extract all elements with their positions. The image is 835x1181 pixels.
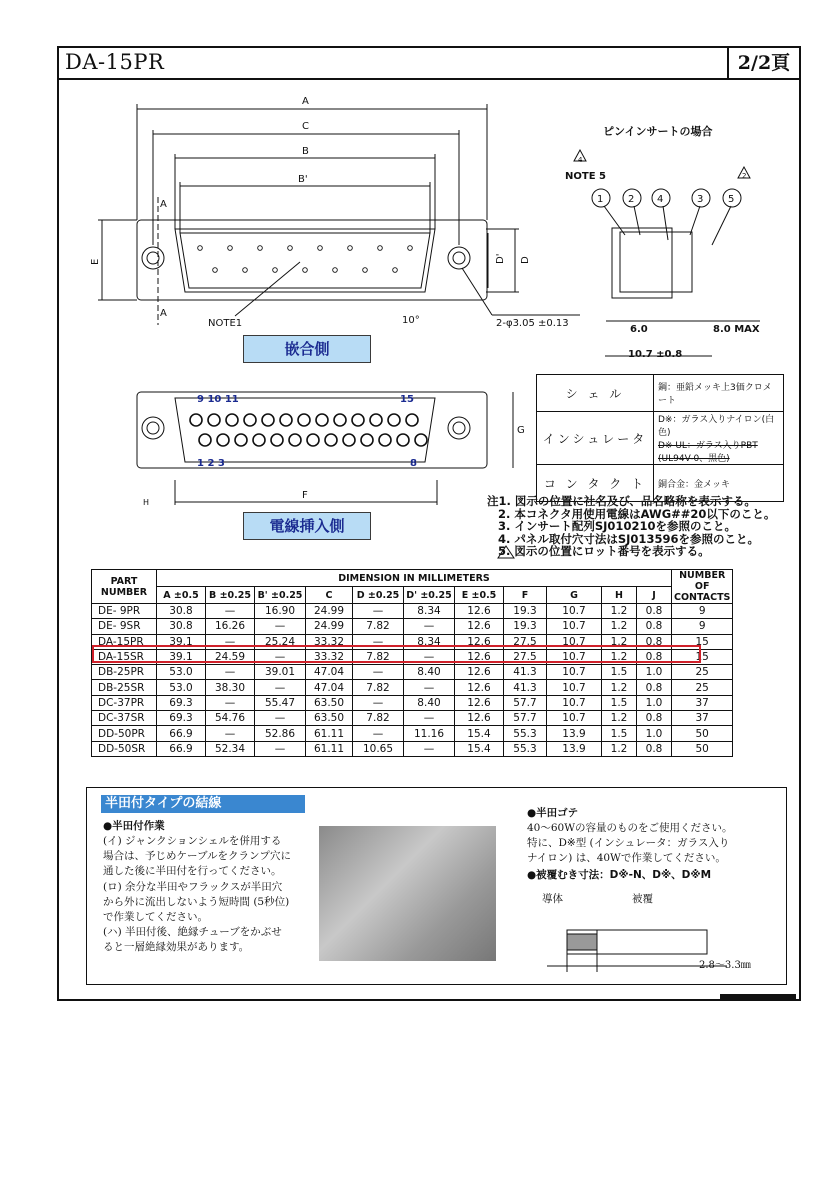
rear-pin — [397, 434, 409, 446]
table-row — [92, 711, 733, 726]
rear-pin — [352, 414, 364, 426]
value-cell: 47.04 — [306, 680, 353, 695]
conductor-label: 導体 — [542, 893, 563, 905]
strip-length: 2.8～3.3㎜ — [699, 960, 751, 971]
rear-pin — [235, 434, 247, 446]
rear-pin — [325, 434, 337, 446]
value-cell: 10.7 — [547, 695, 602, 710]
value-cell: — — [206, 665, 255, 680]
connector-photo — [319, 826, 496, 961]
rear-pin — [271, 434, 283, 446]
value-cell: — — [353, 726, 404, 741]
value-cell: 50 — [672, 726, 733, 741]
insert-dim-107: 10.7 ±0.8 — [628, 349, 683, 360]
value-cell: — — [206, 634, 255, 649]
table-row — [92, 726, 733, 741]
value-cell: 9 — [672, 619, 733, 634]
value-cell: 1.0 — [637, 695, 672, 710]
value-cell: 12.6 — [455, 604, 504, 619]
value-cell: 19.3 — [504, 619, 547, 634]
pin-hole — [198, 246, 203, 251]
value-cell: 19.3 — [504, 604, 547, 619]
table-row — [92, 665, 733, 680]
rear-pin — [217, 434, 229, 446]
value-cell: 50 — [672, 741, 733, 756]
value-cell: 11.16 — [404, 726, 455, 741]
mat-value — [654, 412, 784, 465]
value-cell: 69.3 — [157, 711, 206, 726]
value-cell: 24.99 — [306, 619, 353, 634]
dim-b-prime: B' — [298, 174, 308, 185]
dim-c: C — [302, 121, 309, 132]
mat-value-line: (UL94V-0、黒色) — [658, 454, 730, 464]
value-cell: 12.6 — [455, 634, 504, 649]
value-cell: 24.59 — [206, 649, 255, 664]
rear-pin — [370, 414, 382, 426]
value-cell: — — [353, 604, 404, 619]
pin-array-rear — [190, 414, 427, 446]
rear-pin — [199, 434, 211, 446]
value-cell: 15.4 — [455, 741, 504, 756]
page-number: 2/2頁 — [727, 48, 799, 78]
rear-pin — [244, 414, 256, 426]
value-cell: 1.2 — [602, 604, 637, 619]
rear-pin-label-15: 15 — [400, 394, 414, 405]
rear-pin — [334, 414, 346, 426]
value-cell: 1.5 — [602, 695, 637, 710]
table-row — [92, 741, 733, 756]
insert-body — [612, 228, 672, 298]
col-dim: F — [504, 587, 547, 604]
work-line: から外に流出しないよう短時間 (5秒位) — [103, 895, 290, 908]
table-row — [92, 680, 733, 695]
value-cell: 1.2 — [602, 619, 637, 634]
value-cell: 8.40 — [404, 695, 455, 710]
dim-g: G — [517, 425, 525, 436]
pin-hole — [303, 268, 308, 273]
value-cell: 1.2 — [602, 634, 637, 649]
mat-key: シ ェ ル — [537, 375, 654, 412]
value-cell: — — [404, 619, 455, 634]
value-cell: 1.2 — [602, 680, 637, 695]
col-dim: A ±0.5 — [157, 587, 206, 604]
pin-hole — [258, 246, 263, 251]
solder-title: 半田付タイプの結線 — [101, 795, 305, 813]
rear-pin — [190, 414, 202, 426]
mounting-hole-right — [448, 247, 470, 269]
value-cell: — — [206, 695, 255, 710]
value-cell: 1.5 — [602, 726, 637, 741]
iron-line: ナイロン) は、40Wで作業してください。 — [527, 852, 726, 865]
value-cell: 0.8 — [637, 619, 672, 634]
value-cell: 33.32 — [306, 634, 353, 649]
work-line: (イ) ジャンクションシェルを併用する — [103, 835, 282, 847]
part-number-cell: DE- 9SR — [92, 619, 157, 634]
value-cell: 25 — [672, 680, 733, 695]
warn-2: 2 — [742, 172, 747, 180]
note-line: 2. 本コネクタ用使用電線はAWG##20以下のこと。 — [498, 506, 776, 521]
value-cell: 13.9 — [547, 741, 602, 756]
value-cell: — — [353, 695, 404, 710]
value-cell: 15.4 — [455, 726, 504, 741]
rear-pin-label-8: 8 — [410, 458, 417, 469]
rear-pin — [226, 414, 238, 426]
value-cell: 55.3 — [504, 726, 547, 741]
table-row — [92, 604, 733, 619]
value-cell: 8.40 — [404, 665, 455, 680]
dim-d-prime: D' — [495, 253, 506, 264]
value-cell: 10.65 — [353, 741, 404, 756]
warn-4: 4 — [578, 156, 583, 164]
value-cell: 12.6 — [455, 649, 504, 664]
value-cell: 27.5 — [504, 634, 547, 649]
rear-pin — [343, 434, 355, 446]
mat-value: 銅合金：金メッキ — [654, 465, 784, 502]
rear-pin — [298, 414, 310, 426]
col-dim: B ±0.25 — [206, 587, 255, 604]
value-cell: 39.1 — [157, 649, 206, 664]
pin-hole — [243, 268, 248, 273]
insert-title: ピンインサートの場合 — [603, 125, 713, 138]
value-cell: 10.7 — [547, 665, 602, 680]
col-dim: H — [602, 587, 637, 604]
value-cell: 8.34 — [404, 604, 455, 619]
col-dim: E ±0.5 — [455, 587, 504, 604]
value-cell: 30.8 — [157, 604, 206, 619]
rear-pin — [253, 434, 265, 446]
highlight-row-da15pr — [92, 645, 701, 663]
col-number-contacts: NUMBER OF CONTACTS — [672, 570, 733, 604]
value-cell: 66.9 — [157, 741, 206, 756]
note-line: 5. 図示の位置にロット番号を表示する。 — [498, 544, 710, 559]
mat-value-line: D※：ガラス入りナイロン(白色) — [658, 415, 775, 438]
hole-spec: 2-φ3.05 ±0.13 — [496, 318, 569, 329]
dim-d: D — [520, 256, 531, 264]
rear-pin — [388, 414, 400, 426]
value-cell: 1.2 — [602, 711, 637, 726]
pin-array-front — [198, 246, 413, 273]
col-dim: G — [547, 587, 602, 604]
value-cell: 9 — [672, 604, 733, 619]
section-a-bottom: A — [160, 308, 167, 319]
angle-label: 10° — [402, 315, 420, 326]
pin-hole — [333, 268, 338, 273]
col-dim: D' ±0.25 — [404, 587, 455, 604]
value-cell: 30.8 — [157, 619, 206, 634]
part-number-cell: DA-15SR — [92, 649, 157, 664]
value-cell: 10.7 — [547, 649, 602, 664]
value-cell: 13.9 — [547, 726, 602, 741]
section-a-top: A — [160, 199, 167, 210]
rear-pin — [262, 414, 274, 426]
value-cell: 16.26 — [206, 619, 255, 634]
value-cell: 55.47 — [255, 695, 306, 710]
value-cell: 33.32 — [306, 649, 353, 664]
value-cell: 0.8 — [637, 741, 672, 756]
dim-e: E — [90, 258, 101, 265]
value-cell: — — [255, 649, 306, 664]
part-number-cell: DA-15PR — [92, 634, 157, 649]
value-cell: 24.99 — [306, 604, 353, 619]
pin-hole — [348, 246, 353, 251]
rear-pin — [307, 434, 319, 446]
pin-hole — [393, 268, 398, 273]
value-cell: 7.82 — [353, 680, 404, 695]
sheath-label: 被覆 — [632, 893, 653, 905]
strip-spec: ●被覆むき寸法：D※-N、D※、D※M — [527, 869, 712, 881]
value-cell: 10.7 — [547, 619, 602, 634]
value-cell: 12.6 — [455, 619, 504, 634]
value-cell: 39.01 — [255, 665, 306, 680]
note-line: 3. インサート配列SJ010210を参照のこと。 — [498, 519, 736, 534]
part-number-cell: DB-25SR — [92, 680, 157, 695]
insert-dim-6: 6.0 — [630, 324, 648, 335]
insert-dim-8max: 8.0 MAX — [713, 324, 760, 335]
value-cell: 10.7 — [547, 604, 602, 619]
value-cell: — — [255, 680, 306, 695]
value-cell: 7.82 — [353, 711, 404, 726]
part-number-cell: DD-50SR — [92, 741, 157, 756]
value-cell: — — [255, 711, 306, 726]
rear-pin — [280, 414, 292, 426]
rear-pin-label-9: 9 10 11 — [197, 394, 239, 405]
rear-pin — [406, 414, 418, 426]
value-cell: 47.04 — [306, 665, 353, 680]
iron-line: 40～60Wの容量のものをご使用ください。 — [527, 822, 733, 834]
value-cell: 0.8 — [637, 649, 672, 664]
part-number-cell: DB-25PR — [92, 665, 157, 680]
solder-section — [86, 787, 787, 985]
value-cell: — — [404, 649, 455, 664]
value-cell: 54.76 — [206, 711, 255, 726]
value-cell: 7.82 — [353, 649, 404, 664]
value-cell: 10.7 — [547, 711, 602, 726]
value-cell: 27.5 — [504, 649, 547, 664]
value-cell: — — [255, 741, 306, 756]
value-cell: 1.2 — [602, 741, 637, 756]
value-cell: — — [404, 741, 455, 756]
value-cell: 52.34 — [206, 741, 255, 756]
value-cell: — — [206, 726, 255, 741]
iron-text — [527, 821, 733, 867]
col-part-number: PART NUMBER — [92, 570, 157, 604]
value-cell: 41.3 — [504, 680, 547, 695]
value-cell: 7.82 — [353, 619, 404, 634]
value-cell: 69.3 — [157, 695, 206, 710]
part-title: DA-15PR — [65, 50, 165, 74]
pin-hole — [228, 246, 233, 251]
dim-a: A — [302, 96, 309, 107]
value-cell: 15 — [672, 649, 733, 664]
pin-hole — [378, 246, 383, 251]
value-cell: 8.34 — [404, 634, 455, 649]
work-line: で作業してください。 — [103, 911, 208, 924]
mat-value-line: D※ UL：ガラス入りPBT — [658, 441, 758, 451]
value-cell: — — [255, 619, 306, 634]
work-line: (ロ) 余分な半田やフラックスが半田穴 — [103, 880, 283, 893]
value-cell: — — [206, 604, 255, 619]
value-cell: — — [404, 711, 455, 726]
mating-side-label: 嵌合側 — [243, 335, 371, 363]
note1-label: NOTE1 — [208, 318, 243, 329]
rear-pin — [208, 414, 220, 426]
col-dim: D ±0.25 — [353, 587, 404, 604]
table-row — [92, 695, 733, 710]
work-line: ると一層絶縁効果があります。 — [103, 941, 250, 954]
value-cell: 25 — [672, 665, 733, 680]
value-cell: 52.86 — [255, 726, 306, 741]
pin-hole — [318, 246, 323, 251]
value-cell: 63.50 — [306, 695, 353, 710]
mounting-hole-left — [142, 247, 164, 269]
part-number-cell: DC-37PR — [92, 695, 157, 710]
pin-hole — [408, 246, 413, 251]
value-cell: 10.7 — [547, 634, 602, 649]
callout-5: 5 — [728, 194, 735, 205]
value-cell: 25.24 — [255, 634, 306, 649]
solder-work-text — [103, 834, 318, 956]
part-number-cell: DD-50PR — [92, 726, 157, 741]
value-cell: 12.6 — [455, 680, 504, 695]
rear-pin — [289, 434, 301, 446]
mat-key: インシュレータ — [537, 412, 654, 465]
value-cell: 16.90 — [255, 604, 306, 619]
pin-hole — [363, 268, 368, 273]
value-cell: — — [404, 680, 455, 695]
value-cell: 53.0 — [157, 665, 206, 680]
value-cell: 1.2 — [602, 649, 637, 664]
callout-2: 2 — [628, 194, 635, 205]
value-cell: 53.0 — [157, 680, 206, 695]
rear-pin-label-1: 1 2 3 — [197, 458, 225, 469]
value-cell: 10.7 — [547, 680, 602, 695]
value-cell: 15 — [672, 634, 733, 649]
pin-hole — [288, 246, 293, 251]
value-cell: 61.11 — [306, 741, 353, 756]
mat-value: 鋼：亜鉛メッキ上3価クロメート — [654, 375, 784, 412]
notes — [487, 495, 775, 558]
materials-table — [536, 374, 784, 502]
work-line: (ハ) 半田付後、絶縁チューブをかぶせ — [103, 926, 282, 939]
dim-h: H — [143, 498, 150, 507]
col-dim: C — [306, 587, 353, 604]
pin-hole — [213, 268, 218, 273]
wire-side-label: 電線挿入側 — [243, 512, 371, 540]
value-cell: 41.3 — [504, 665, 547, 680]
value-cell: 37 — [672, 695, 733, 710]
col-dim: B' ±0.25 — [255, 587, 306, 604]
note-line: 4. パネル取付穴寸法はSJ013596を参照のこと。 — [498, 531, 759, 546]
mat-key: コ ン タ ク ト — [537, 465, 654, 502]
col-dimension-group: DIMENSION IN MILLIMETERS — [157, 570, 672, 587]
rear-pin — [379, 434, 391, 446]
value-cell: 0.8 — [637, 711, 672, 726]
value-cell: 66.9 — [157, 726, 206, 741]
value-cell: 1.5 — [602, 665, 637, 680]
value-cell: 12.6 — [455, 665, 504, 680]
value-cell: 0.8 — [637, 680, 672, 695]
value-cell: 57.7 — [504, 695, 547, 710]
iron-title: ●半田ゴテ — [527, 807, 579, 819]
pin-hole — [273, 268, 278, 273]
value-cell: 63.50 — [306, 711, 353, 726]
value-cell: 57.7 — [504, 711, 547, 726]
part-number-cell: DC-37SR — [92, 711, 157, 726]
dim-f: F — [302, 490, 308, 501]
callout-1: 1 — [597, 194, 604, 205]
dim-b: B — [302, 146, 309, 157]
rear-pin — [415, 434, 427, 446]
value-cell: 0.8 — [637, 604, 672, 619]
value-cell: 1.0 — [637, 726, 672, 741]
value-cell: 1.0 — [637, 665, 672, 680]
value-cell: 37 — [672, 711, 733, 726]
value-cell: 61.11 — [306, 726, 353, 741]
insert-note5: NOTE 5 — [565, 171, 606, 182]
value-cell: 12.6 — [455, 695, 504, 710]
mating-face-outline — [175, 229, 435, 292]
value-cell: 55.3 — [504, 741, 547, 756]
iron-line: 特に、D※型 (インシュレータ：ガラス入り — [527, 837, 730, 850]
rear-pin — [316, 414, 328, 426]
value-cell: — — [353, 665, 404, 680]
value-cell: — — [353, 634, 404, 649]
table-row — [92, 619, 733, 634]
work-line: 通した後に半田付を行ってください。 — [103, 865, 282, 878]
note-line: 注1. 図示の位置に社名及び、品名略称を表示する。 — [487, 494, 756, 508]
solder-work-title: ●半田付作業 — [103, 820, 165, 832]
rear-pin — [361, 434, 373, 446]
value-cell: 12.6 — [455, 711, 504, 726]
callout-4: 4 — [657, 194, 664, 205]
work-line: 場合は、予じめケーブルをクランプ穴に — [103, 850, 292, 863]
value-cell: 38.30 — [206, 680, 255, 695]
part-number-cell: DE- 9PR — [92, 604, 157, 619]
value-cell: 39.1 — [157, 634, 206, 649]
callout-3: 3 — [697, 194, 704, 205]
col-dim: J — [637, 587, 672, 604]
value-cell: 0.8 — [637, 634, 672, 649]
